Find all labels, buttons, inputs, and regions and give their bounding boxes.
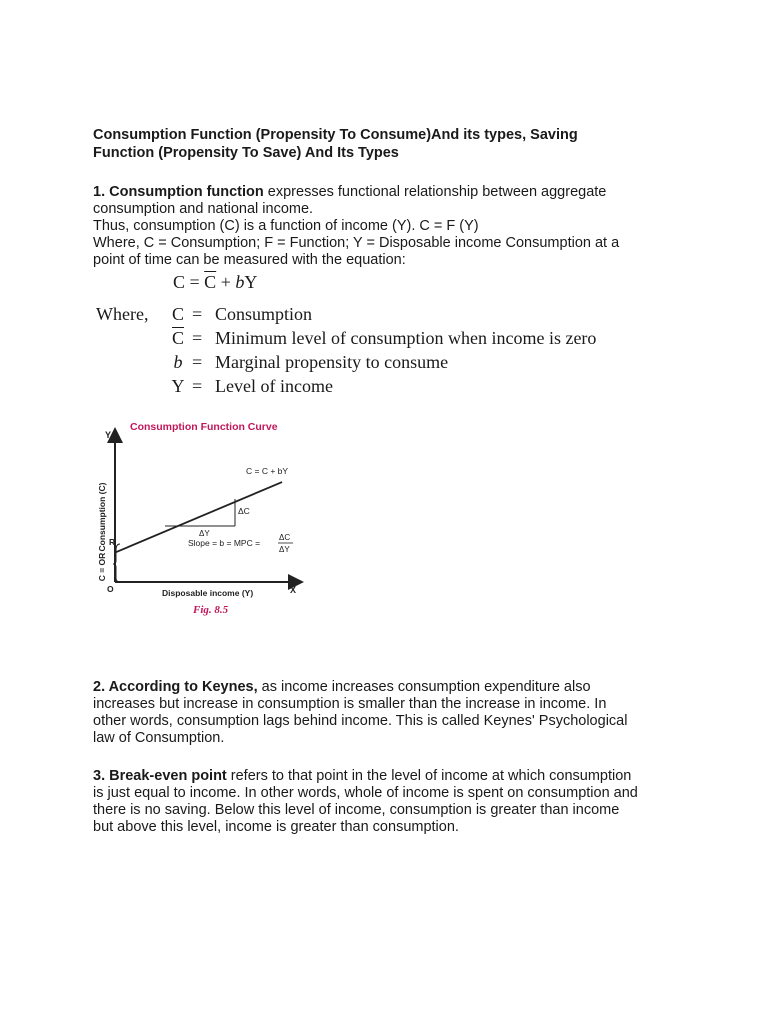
section-2-line-2: increases but increase in consumption is smaller than the increase in income. In	[93, 696, 607, 712]
x-axis-symbol: X	[290, 585, 297, 595]
definition-text: Consumption	[215, 304, 313, 324]
definition-equals: =	[192, 352, 203, 372]
definition-text: Marginal propensity to consume	[215, 352, 449, 372]
title-line-2: Function (Propensity To Save) And Its Types	[93, 145, 399, 161]
section-1-line-1: expresses functional relationship between aggregate	[263, 184, 607, 200]
origin-label: O	[107, 584, 114, 594]
section-2-line-3: other words, consumption lags behind income. This is called Keynes' Psychological	[93, 713, 628, 729]
section-1-paragraph	[93, 184, 693, 269]
y-axis-symbol: Y	[105, 430, 112, 440]
definition-symbol: Y	[171, 376, 185, 396]
section-3-line-2: is just equal to income. In other words, whole of income is spent on consumption and	[93, 785, 638, 801]
section-3-paragraph	[93, 768, 693, 836]
slope-fraction-numerator: ΔC	[279, 533, 291, 542]
delta-c-label: ΔC	[238, 506, 250, 516]
section-3-line-1: refers to that point in the level of income at which consumption	[226, 768, 632, 784]
section-3-line-4: but above this level, income is greater than consumption.	[93, 819, 459, 835]
section-1-line-3: Thus, consumption (C) is a function of income (Y). C = F (Y)	[93, 218, 479, 234]
section-1-line-2: consumption and national income.	[93, 201, 314, 217]
definition-equals: =	[192, 328, 203, 348]
x-axis-label: Disposable income (Y)	[162, 588, 254, 598]
section-3-heading: 3. Break-even point	[93, 768, 227, 784]
slope-label: Slope = b = MPC =	[188, 538, 261, 548]
document-title	[93, 126, 693, 162]
consumption-equation	[173, 272, 257, 293]
definition-symbol: b	[173, 352, 183, 372]
section-1-line-5: point of time can be measured with the equation:	[93, 252, 406, 268]
equation-b: b	[235, 272, 245, 292]
intercept-label: R	[109, 537, 116, 547]
y-axis-label: Consumption (C)	[97, 482, 107, 552]
section-1-line-4: Where, C = Consumption; F = Function; Y = Disposable income Consumption at a	[93, 235, 620, 251]
slope-fraction-denominator: ΔY	[279, 545, 290, 554]
definition-text: Level of income	[215, 376, 333, 396]
section-2-line-1: as income increases consumption expenditure also	[257, 679, 591, 695]
section-3-line-3: there is no saving. Below this level of income, consumption is greater than income	[93, 802, 620, 818]
section-2-line-4: law of Consumption.	[93, 730, 225, 746]
section-2-heading: 2. According to Keynes,	[93, 679, 258, 695]
chart-title: Consumption Function Curve	[130, 421, 278, 433]
figure-caption: Fig. 8.5	[193, 604, 229, 616]
title-line-1: Consumption Function (Propensity To Consume)And its types, Saving	[93, 127, 578, 143]
equation-plus: +	[216, 272, 236, 292]
consumption-function-chart	[96, 415, 316, 625]
equation-lhs: C =	[173, 272, 205, 292]
section-2-paragraph	[93, 679, 693, 747]
definition-symbol: $\overline{C}$	[171, 328, 184, 348]
equation-cbar: $\overline{C}$	[204, 272, 217, 292]
definition-equals: =	[192, 376, 203, 396]
definition-text: Minimum level of consumption when income is zero	[215, 328, 597, 348]
delta-y-label: ΔY	[199, 529, 210, 538]
definition-symbol: C	[171, 304, 184, 324]
definition-equals: =	[192, 304, 203, 324]
equation-y: Y	[244, 272, 258, 292]
intercept-brace-label: C = OR	[97, 552, 107, 582]
line-label: C = C + bY	[246, 466, 289, 476]
definition-where: Where,	[96, 304, 149, 324]
section-1-heading: 1. Consumption function	[93, 184, 264, 200]
